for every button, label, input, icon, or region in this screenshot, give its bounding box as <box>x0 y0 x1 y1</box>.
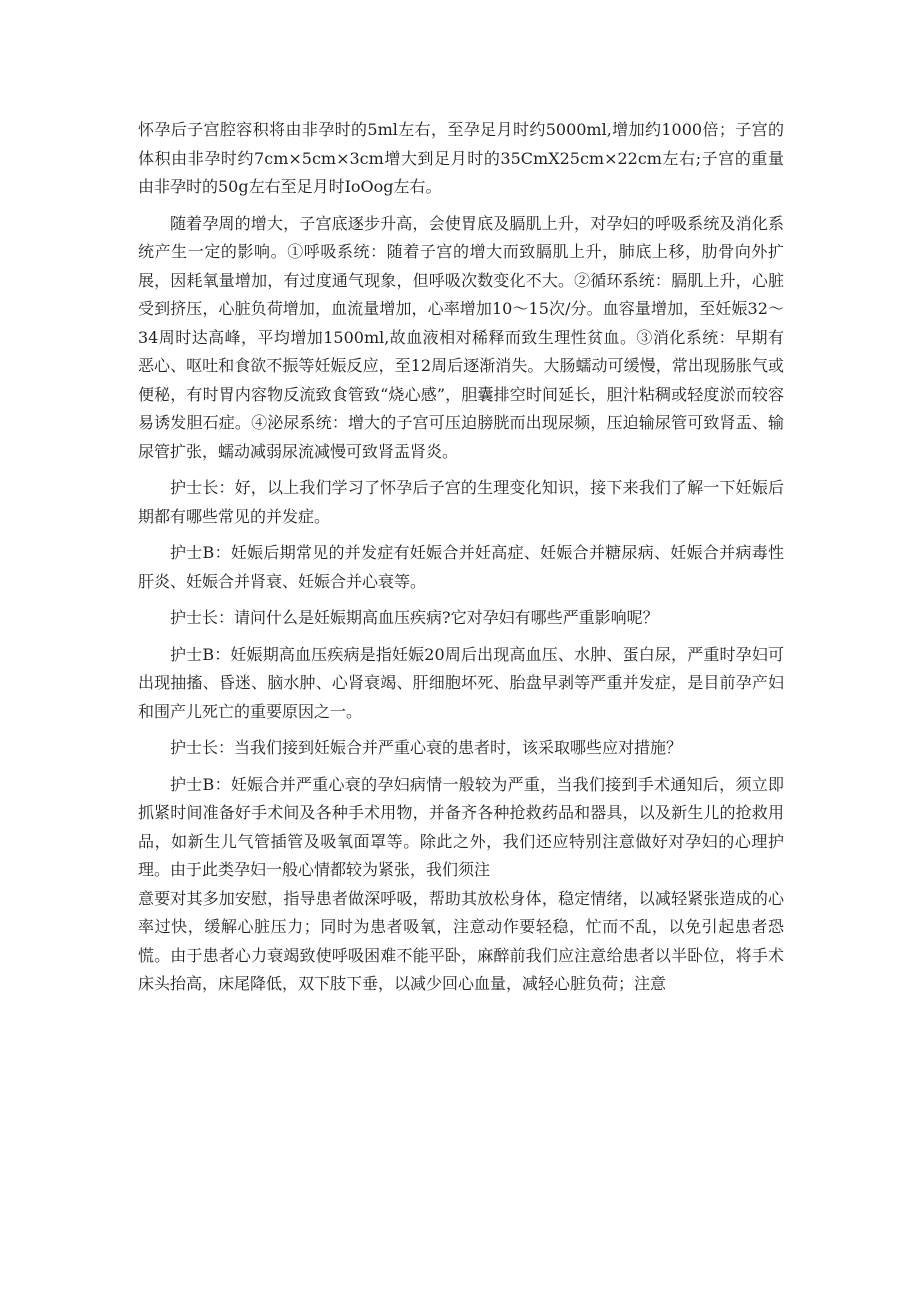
paragraph-uterus-volume: 怀孕后子宫腔容积将由非孕时的5ml左右，至孕足月时约5000ml,增加约1000倍；子宫的体积由非孕时约7cm×5cm×3cm增大到足月时的35CmX25cm×22cm左右;子宫的重量由非孕时的50g左右至足月时IoOog左右。 <box>138 120 784 196</box>
paragraph-head-nurse-intro: 护士长：好，以上我们学习了怀孕后子宫的生理变化知识，接下来我们了解一下妊娠后期都有哪些常见的并发症。 <box>138 478 784 526</box>
paragraph-head-nurse-question-hypertension: 护士长：请问什么是妊娠期高血压疾病?它对孕妇有哪些严重影响呢？ <box>170 608 659 627</box>
paragraph-head-nurse-question-heart-failure: 护士长：当我们接到妊娠合并严重心衰的患者时，该采取哪些应对措施？ <box>170 738 683 757</box>
paragraph-system-effects: 随着孕周的增大，子宫底逐步升高，会使胃底及膈肌上升，对孕妇的呼吸系统及消化系统产生一定的影响。①呼吸系统：随着子宫的增大而致膈肌上升，肺底上移，肋骨向外扩展，因耗氧量增加，有过度通气现象，但呼吸次数变化不大。②循环系统：膈肌上升，心脏受到挤压，心脏负荷增加，血流量增加，心率增加10～15次/分。血容量增加，至妊娠32～34周时达高峰，平均增加1500ml,故血液相对稀释而致生理性贫血。③消化系统：早期有恶心、呕吐和食欲不振等妊娠反应，至12周后逐渐消失。大肠蠕动可缓慢，常出现肠胀气或便秘，有时胃内容物反流致食管致“烧心感”，胆囊排空时间延长，胆汁粘稠或轻度淤而较容易诱发胆石症。④泌尿系统：增大的子宫可压迫膀胱而出现尿频，压迫输尿管可致肾盂、输尿管扩张，蠕动减弱尿流减慢可致肾盂肾炎。 <box>138 213 784 461</box>
paragraph-continuation: 意要对其多加安慰，指导患者做深呼吸，帮助其放松身体，稳定情绪，以减轻紧张造成的心率过快，缓解心脏压力；同时为患者吸氧，注意动作要轻稳，忙而不乱，以免引起患者恐慌。由于患者心力衰竭致使呼吸困难不能平卧，麻醉前我们应注意给患者以半卧位，将手术床头抬高，床尾降低，双下肢下垂，以减少回心血量，减轻心脏负荷；注意 <box>138 888 784 993</box>
paragraph-nurse-b-heart-failure: 护士B：妊娠合并严重心衰的孕妇病情一般较为严重，当我们接到手术通知后，须立即抓紧时间准备好手术间及各种手术用物，并备齐各种抢救药品和器具，以及新生儿的抢救用品，如新生儿气管插管及吸氧面罩等。除此之外，我们还应特别注意做好对孕妇的心理护理。由于此类孕妇一般心情都较为紧张，我们须注 <box>138 774 784 879</box>
paragraph-nurse-b-hypertension: 护士B：妊娠期高血压疾病是指妊娠20周后出现高血压、水肿、蛋白尿，严重时孕妇可出现抽搐、昏迷、脑水肿、心肾衰竭、肝细胞坏死、胎盘早剥等严重并发症，是目前孕产妇和围产儿死亡的重要原因之一。 <box>138 644 784 721</box>
document-body <box>138 116 784 1007</box>
paragraph-nurse-b-complications: 护士B：妊娠后期常见的并发症有妊娠合并妊高症、妊娠合并糖尿病、妊娠合并病毒性肝炎、妊娠合并肾衰、妊娠合并心衰等。 <box>138 543 784 591</box>
